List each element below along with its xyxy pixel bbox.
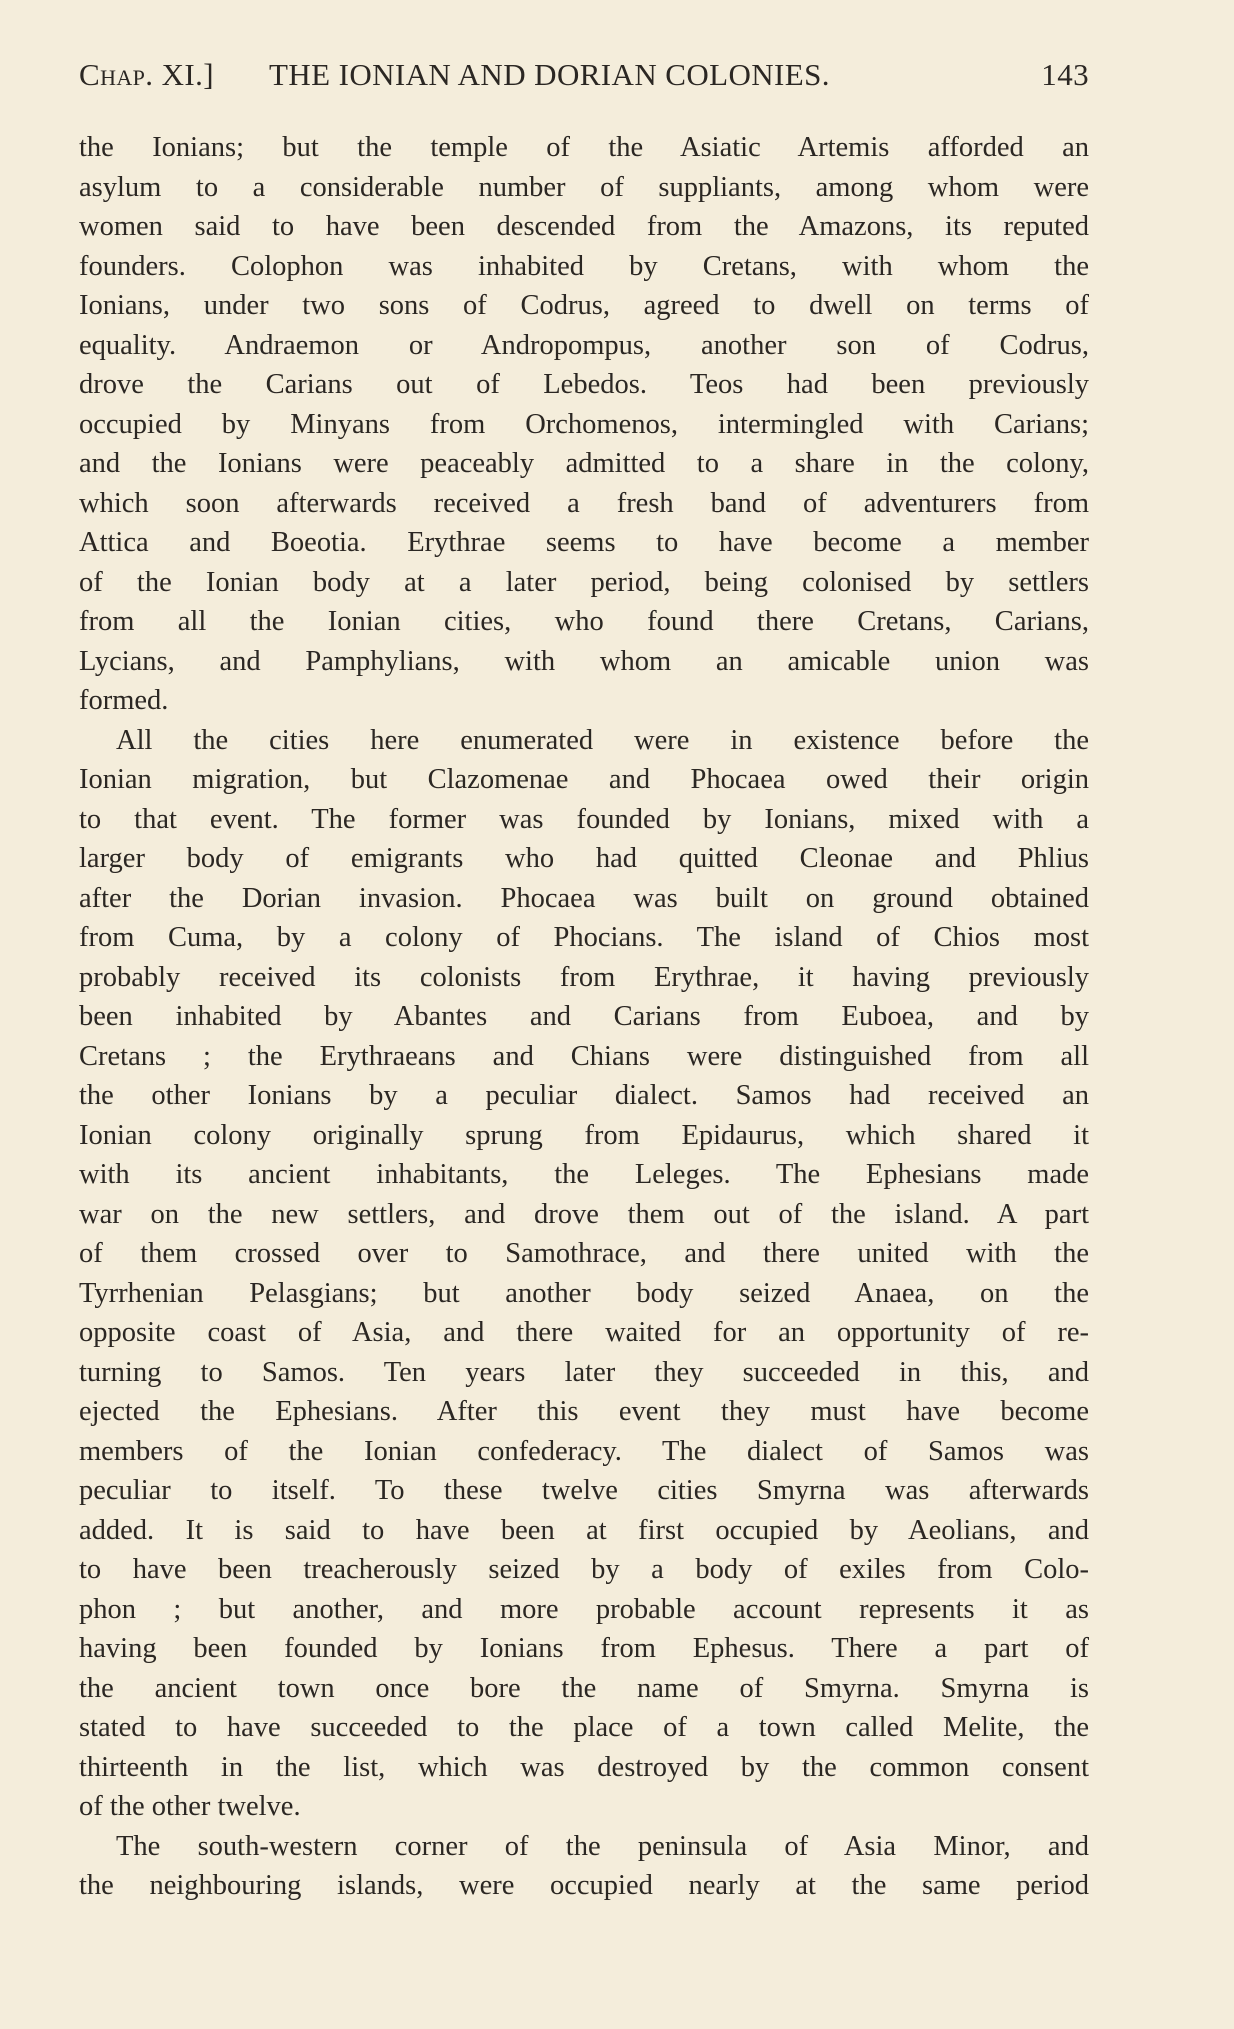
text-line: which soon afterwards received a fresh band of adventurers from xyxy=(79,487,1089,519)
text-line: been inhabited by Abantes and Carians from Euboea, and by xyxy=(79,1001,1089,1032)
text-line: opposite coast of Asia, and there waited for an opportunity of re- xyxy=(79,1317,1089,1348)
text-line: stated to have succeeded to the place of a town called Melite, the xyxy=(79,1712,1089,1743)
running-head xyxy=(79,53,1089,97)
text-line: to that event. The former was founded by Ionians, mixed with a xyxy=(79,803,1089,835)
text-line: thirteenth in the list, which was destroyed by the common consent xyxy=(79,1751,1089,1783)
text-line: and the Ionians were peaceably admitted to a share in the colony, xyxy=(79,448,1089,479)
text-line: to have been treacherously seized by a body of exiles from Colo- xyxy=(79,1554,1089,1585)
text-line: Cretans ; the Erythraeans and Chians were distinguished from all xyxy=(79,1040,1089,1072)
text-line: after the Dorian invasion. Phocaea was built on ground obtained xyxy=(79,882,1089,914)
text-line: Lycians, and Pamphylians, with whom an amicable union was xyxy=(79,645,1089,677)
text-line: of the other twelve. xyxy=(79,1791,301,1822)
text-line: formed. xyxy=(79,685,169,716)
text-line: probably received its colonists from Erythrae, it having previously xyxy=(79,961,1089,993)
text-line: the other Ionians by a peculiar dialect. Samos had received an xyxy=(79,1080,1089,1111)
text-line: of the Ionian body at a later period, being colonised by settlers xyxy=(79,566,1089,598)
text-line: members of the Ionian confederacy. The dialect of Samos was xyxy=(79,1435,1089,1467)
text-line: asylum to a considerable number of suppliants, among whom were xyxy=(79,171,1089,203)
text-line: from all the Ionian cities, who found there Cretans, Carians, xyxy=(79,606,1089,637)
text-line: founders. Colophon was inhabited by Cretans, with whom the xyxy=(79,250,1089,282)
text-line: of them crossed over to Samothrace, and there united with the xyxy=(79,1238,1089,1269)
text-line: drove the Carians out of Lebedos. Teos had been previously xyxy=(79,369,1089,400)
chapter-label: Chap. XI.] xyxy=(79,57,214,92)
text-line: turning to Samos. Ten years later they succeeded in this, and xyxy=(79,1356,1089,1388)
text-line: ejected the Ephesians. After this event they must have become xyxy=(79,1396,1089,1427)
text-line: the ancient town once bore the name of Smyrna. Smyrna is xyxy=(79,1672,1089,1704)
text-line: Attica and Boeotia. Erythrae seems to have become a member xyxy=(79,527,1089,558)
text-line: All the cities here enumerated were in existence before the xyxy=(116,724,1089,756)
text-line: war on the new settlers, and drove them out of the island. A part xyxy=(79,1198,1089,1230)
chapter-title: THE IONIAN AND DORIAN COLONIES. xyxy=(269,57,830,92)
text-line: the neighbouring islands, were occupied nearly at the same period xyxy=(79,1870,1089,1901)
body-text xyxy=(79,128,1089,1906)
text-line: added. It is said to have been at first occupied by Aeolians, and xyxy=(79,1514,1089,1546)
text-line: the Ionians; but the temple of the Asiatic Artemis afforded an xyxy=(79,132,1089,163)
text-line: women said to have been descended from the Amazons, its reputed xyxy=(79,211,1089,242)
page-number: 143 xyxy=(1041,57,1089,92)
text-line: The south-western corner of the peninsula of Asia Minor, and xyxy=(116,1830,1089,1862)
text-line: with its ancient inhabitants, the Leleges. The Ephesians made xyxy=(79,1159,1089,1190)
text-line: Ionian migration, but Clazomenae and Phocaea owed their origin xyxy=(79,764,1089,795)
text-line: phon ; but another, and more probable account represents it as xyxy=(79,1593,1089,1625)
text-line: larger body of emigrants who had quitted Cleonae and Phlius xyxy=(79,843,1089,874)
text-line: Tyrrhenian Pelasgians; but another body seized Anaea, on the xyxy=(79,1277,1089,1309)
text-line: peculiar to itself. To these twelve cities Smyrna was afterwards xyxy=(79,1475,1089,1506)
text-line: Ionians, under two sons of Codrus, agreed to dwell on terms of xyxy=(79,290,1089,321)
text-line: Ionian colony originally sprung from Epidaurus, which shared it xyxy=(79,1119,1089,1151)
text-line: occupied by Minyans from Orchomenos, intermingled with Carians; xyxy=(79,408,1089,440)
text-line: equality. Andraemon or Andropompus, another son of Codrus, xyxy=(79,329,1089,361)
text-line: having been founded by Ionians from Ephesus. There a part of xyxy=(79,1633,1089,1664)
text-line: from Cuma, by a colony of Phocians. The island of Chios most xyxy=(79,922,1089,953)
